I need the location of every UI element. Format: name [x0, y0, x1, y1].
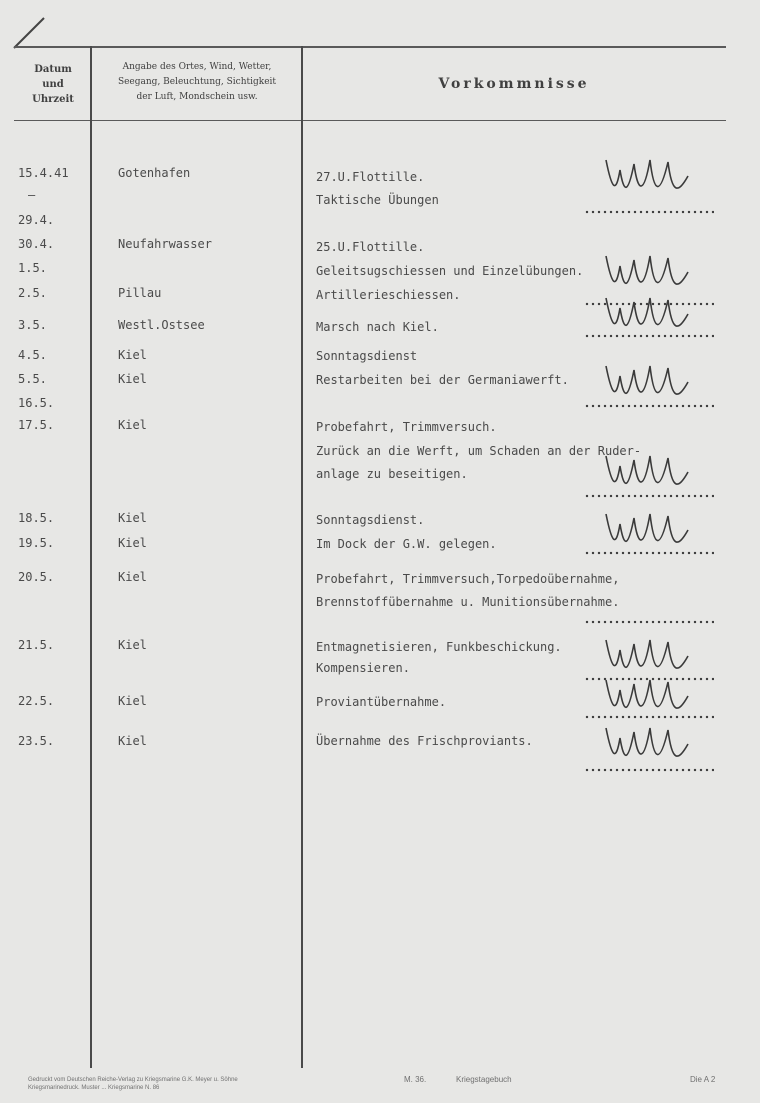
entry-date: 1.5. — [18, 261, 47, 275]
header-date-line3: Uhrzeit — [32, 94, 74, 105]
header-bottom-rule — [14, 120, 726, 121]
handwritten-initials — [598, 504, 692, 554]
entry-date: 16.5. — [18, 396, 55, 410]
entry-date: 18.5. — [18, 511, 55, 525]
header-date-line2: und — [42, 79, 64, 90]
entry-date: 19.5. — [18, 536, 55, 550]
entry-place: Kiel — [118, 570, 147, 584]
entry-event-line1: Artillerieschiessen. — [316, 288, 461, 302]
signature-line — [584, 620, 714, 624]
column-divider-date — [90, 46, 92, 1068]
entry-place: Kiel — [118, 638, 147, 652]
entry-event-line2: Kompensieren. — [316, 661, 410, 675]
entry-place: Kiel — [118, 734, 147, 748]
handwritten-initials — [598, 356, 692, 406]
entry-date: 22.5. — [18, 694, 55, 708]
handwritten-initials — [598, 150, 692, 200]
entry-event-line2: Brennstoffübernahme u. Munitionsübernahme. — [316, 595, 620, 609]
pen-mark — [10, 14, 50, 54]
entry-date: 17.5. — [18, 418, 55, 432]
entry-place: Westl.Ostsee — [118, 318, 205, 332]
entry-place: Pillau — [118, 286, 162, 300]
entry-place: Neufahrwasser — [118, 237, 212, 251]
header-place-column — [94, 60, 300, 105]
header-date-line1: Datum — [34, 64, 72, 75]
entry-event-line1: Sonntagsdienst. — [316, 513, 425, 527]
entry-event-line1: Probefahrt, Trimmversuch. — [316, 420, 497, 434]
footer-form-title: Kriegstagebuch — [456, 1075, 512, 1084]
handwritten-initials — [598, 670, 692, 720]
header-date-column — [20, 62, 86, 107]
entry-event-line1: 25.U.Flottille. — [316, 240, 425, 254]
entry-event-line1: Entmagnetisieren, Funkbeschickung. — [316, 640, 562, 654]
entry-event-line2: Zurück an die Werft, um Schaden an der Ruder- — [316, 444, 642, 458]
entry-event-line1: Übernahme des Frischproviants. — [316, 734, 533, 748]
entry-place: Kiel — [118, 694, 147, 708]
header-place-line1: Angabe des Ortes, Wind, Wetter, — [122, 62, 272, 72]
footer-sheet-code: Die A 2 — [690, 1075, 716, 1084]
header-events-column: Vorkommnisse — [438, 76, 590, 92]
entry-event-line1: Marsch nach Kiel. — [316, 320, 439, 334]
entry-event-line1: Proviantübernahme. — [316, 695, 447, 709]
entry-date: 23.5. — [18, 734, 55, 748]
entry-date: 5.5. — [18, 372, 47, 386]
entry-date: 20.5. — [18, 570, 55, 584]
footer-form-number: M. 36. — [404, 1075, 427, 1084]
entry-date: 3.5. — [18, 318, 47, 332]
entry-date: 30.4. — [18, 237, 55, 251]
entry-place: Kiel — [118, 372, 147, 386]
entry-place: Kiel — [118, 536, 147, 550]
column-divider-place — [301, 46, 303, 1068]
handwritten-initials — [598, 288, 692, 338]
handwritten-initials — [598, 718, 692, 768]
entry-place: Gotenhafen — [118, 166, 191, 180]
entry-place: Kiel — [118, 418, 147, 432]
entry-date: 21.5. — [18, 638, 55, 652]
entry-place: Kiel — [118, 348, 147, 362]
entry-place: Kiel — [118, 511, 147, 525]
footer-left-line2: Kriegsmarinedruck. Muster ... Kriegsmarine N. 86 — [28, 1085, 160, 1091]
entry-date: 29.4. — [18, 213, 55, 227]
footer-left-line1: Gedruckt vom Deutschen Reiche-Verlag zu Kriegsmarine G.K. Meyer u. Söhne — [28, 1077, 238, 1083]
entry-event-line1: Probefahrt, Trimmversuch,Torpedoübernahme, — [316, 572, 620, 586]
entry-date: — — [28, 188, 36, 202]
entry-event-line1: Sonntagsdienst — [316, 349, 418, 363]
entry-event-line1: Restarbeiten bei der Germaniawerft. — [316, 373, 569, 387]
entry-event-line2: Taktische Übungen — [316, 193, 439, 207]
header-top-rule — [14, 46, 726, 48]
entry-date: 2.5. — [18, 286, 47, 300]
entry-event-line3: anlage zu beseitigen. — [316, 467, 468, 481]
signature-line — [584, 768, 714, 772]
entry-date: 4.5. — [18, 348, 47, 362]
header-place-line3: der Luft, Mondschein usw. — [136, 92, 258, 102]
entry-date: 15.4.41 — [18, 166, 69, 180]
signature-line — [584, 210, 714, 214]
header-place-line2: Seegang, Beleuchtung, Sichtigkeit — [117, 77, 277, 87]
handwritten-initials — [598, 446, 692, 496]
entry-event-line1: Im Dock der G.W. gelegen. — [316, 537, 497, 551]
entry-event-line1: Geleitsugschiessen und Einzelübungen. — [316, 264, 584, 278]
footer-printer-note — [28, 1076, 358, 1092]
entry-event-line1: 27.U.Flottille. — [316, 170, 425, 184]
